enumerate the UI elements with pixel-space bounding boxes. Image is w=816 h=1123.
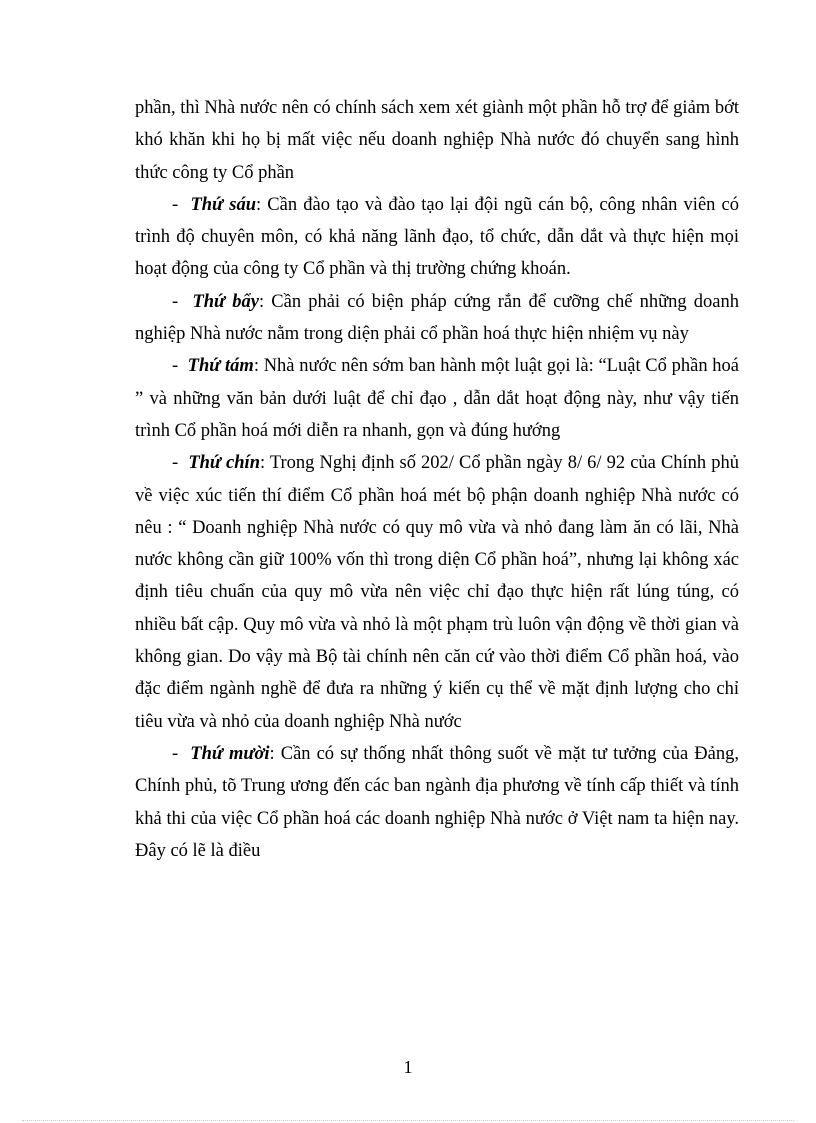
item-lead: Thứ mười <box>190 743 270 764</box>
item-lead: Thứ sáu <box>190 194 257 215</box>
item-dash: - <box>172 743 179 764</box>
item-lead: Thứ tám <box>187 356 254 377</box>
item-lead: Thứ chín <box>188 453 260 474</box>
item-lead: Thứ bẩy <box>192 291 259 312</box>
item-dash: - <box>172 194 179 215</box>
list-item-thu-sau <box>135 189 739 286</box>
item-dash: - <box>172 453 179 474</box>
document-body <box>135 92 739 867</box>
list-item-thu-chin <box>135 447 739 738</box>
item-text: : Cần có sự thống nhất thông suốt về mặt tư tưởng của Đảng, Chính phủ, tõ Trung ương đến các ban ngành địa phương về tính cấp thiết và tính khả thi của việc Cổ phần hoá các doanh nghiệp Nhà nước ở Việt nam ta hiện nay. Đây có lẽ là điều <box>135 743 739 861</box>
list-item-thu-bay <box>135 286 739 351</box>
list-item-thu-tam <box>135 350 739 447</box>
item-text: : Cần đào tạo và đào tạo lại đội ngũ cán bộ, công nhân viên có trình độ chuyên môn, có khả năng lãnh đạo, tổ chức, dẫn dắt và thực hiện mọi hoạt động của công ty Cổ phần và thị trường chứng khoán. <box>135 194 739 280</box>
item-text: : Trong Nghị định số 202/ Cổ phần ngày 8/ 6/ 92 của Chính phủ về việc xúc tiến thí điểm Cổ phần hoá mét bộ phận doanh nghiệp Nhà nước có nêu : “ Doanh nghiệp Nhà nước có quy mô vừa và nhỏ đang làm ăn có lãi, Nhà nước không cần giữ 100% vốn thì trong diện Cổ phần hoá”, nhưng lại không xác định tiêu chuẩn của quy mô vừa nên việc chỉ đạo thực hiện rất lúng túng, có nhiều bất cập. Quy mô vừa và nhỏ là một phạm trù luôn vận động về thời gian và không gian. Do vậy mà Bộ tài chính nên căn cứ vào thời điểm Cổ phần hoá, vào đặc điểm ngành nghề để đưa ra những ý kiến cụ thể về mặt định lượng cho chỉ tiêu vừa và nhỏ của doanh nghiệp Nhà nước <box>135 453 739 732</box>
page-number: 1 <box>403 1057 413 1077</box>
intro-paragraph: phần, thì Nhà nước nên có chính sách xem xét giành một phần hỗ trợ để giảm bớt khó khăn khi họ bị mất việc nếu doanh nghiệp Nhà nước đó chuyển sang hình thức công ty Cổ phần <box>135 98 739 183</box>
list-item-thu-muoi <box>135 738 739 867</box>
item-text: : Cần phải có biện pháp cứng rắn để cưỡng chế những doanh nghiệp Nhà nước nằm trong diện phải cổ phần hoá thực hiện nhiệm vụ này <box>135 291 739 345</box>
item-dash: - <box>172 291 179 312</box>
item-dash: - <box>172 356 179 377</box>
item-text: : Nhà nước nên sớm ban hành một luật gọi là: “Luật Cổ phần hoá ” và những văn bản dưới luật để chỉ đạo , dẫn dắt hoạt động này, như vậy tiến trình Cổ phần hoá mới diễn ra nhanh, gọn và đúng hướng <box>135 356 740 441</box>
page-bottom-divider <box>22 1120 794 1121</box>
